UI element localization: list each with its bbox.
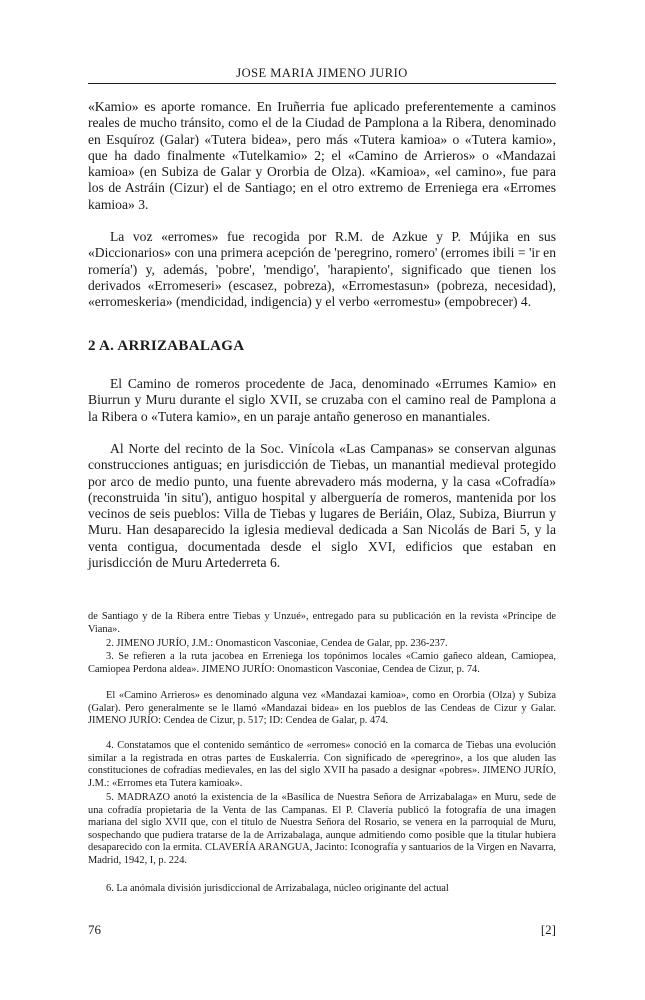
paragraph-erromes bbox=[88, 229, 556, 310]
footnote-text: de Santiago y de la Ribera entre Tiebas y Unzué», entregado para su publicación en la revista «Príncipe de Viana». bbox=[88, 611, 556, 635]
footnote-2 bbox=[88, 638, 556, 651]
header-rule bbox=[88, 83, 556, 84]
footnote-6 bbox=[88, 883, 556, 896]
paragraph-camino-romeros bbox=[88, 376, 556, 425]
page-number: 76 bbox=[88, 922, 101, 937]
footnote-continuation bbox=[88, 611, 556, 636]
footnote-text: El «Camino Arrieros» es denominado alguna vez «Mandazai kamioa», como en Ororbia (Olza) y Subiza (Galar). Pero generalmente se le llamó «Mandazai bidea» en los pueblos de las Cendeas de Cizur y Galar. JIMENO JURÍO: Cendea de Cizur, p. 517; ID: Cendea de Galar, p. 474. bbox=[88, 690, 556, 727]
footnote-3-continued bbox=[88, 690, 556, 728]
running-header: JOSE MARIA JIMENO JURIO bbox=[236, 66, 408, 80]
footnote-text: 5. MADRAZO anotó la existencia de la «Basílica de Nuestra Señora de Arrizabalaga» en Muru, sede de una cofradía propietaria de la Venta de las Campanas. El P. Clavería publicó la fotografía de una imagen mariana del siglo XVII que, con el título de Nuestra Señora del Rosario, se venera en la parroquial de Muru, sospechando que pudiera tratarse de la de Arrizabalaga, aunque admitiendo como posible que la titular hubiera desaparecido con la ermita. CLAVERÍA ARANGUA, Jacinto: Iconografía y santuarios de la Virgen en Navarra, Madrid, 1942, I, p. 224. bbox=[88, 792, 556, 866]
footnote-4 bbox=[88, 740, 556, 790]
footnote-text: 3. Se refieren a la ruta jacobea en Erreniega los topónimos locales «Camio gañeco aldean, Camiopea, Camiopea Perdona aldea». JIMENO JURÍO: Onomasticon Vasconiae, Cendea de Cizur, p. 74. bbox=[88, 651, 556, 675]
footnote-3 bbox=[88, 651, 556, 676]
section-heading: 2 A. ARRIZABALAGA bbox=[88, 338, 245, 354]
footnote-text: 2. JIMENO JURÍO, J.M.: Onomasticon Vasconiae, Cendea de Galar, pp. 236-237. bbox=[106, 638, 448, 649]
paragraph-las-campanas bbox=[88, 441, 556, 571]
footnote-text: 4. Constatamos que el contenido semántico de «erromes» conoció en la comarca de Tiebas una evolución similar a la registrada en otras partes de Euskalerria. Con significado de «peregrino», a los que aluden las constituciones de cofradías medievales, en las del siglo XVII ha pasado a designar «pobres». JIMENO JURÍO, J.M.: «Erromes eta Tutera kamioak». bbox=[88, 740, 556, 789]
paragraph-kamio bbox=[88, 99, 556, 213]
paragraph-text: La voz «erromes» fue recogida por R.M. de Azkue y P. Mújika en sus «Diccionarios» con una primera acepción de 'peregrino, romero' (erromes ibili = 'ir en romería') y, además, 'pobre', 'mendigo', 'harapiento', significado que tienen los derivados «Erromeseri» (escasez, pobreza), «Erromestasun» (pobreza, necesidad), «erromeskeria» (mendicidad, indigencia) y el verbo «erromestu» (empobrecer) 4. bbox=[88, 229, 556, 310]
page-index: [2] bbox=[540, 922, 556, 937]
paragraph-text: «Kamio» es aporte romance. En Iruñerria fue aplicado preferentemente a caminos reales de mucho tránsito, como el de la Ciudad de Pamplona a la Ribera, denominado en Esquíroz (Galar) «Tutera bidea», pero más «Tutera kamioa» o «Tutera kamio», que ha dado finalmente «Tutelkamio» 2; el «Camino de Arrieros» o «Mandazai kamioa» (en Subiza de Galar y Ororbia de Olza). «Kamioa», «el camino», fue para los de Astráin (Cizur) el de Santiago; en el otro extremo de Erreniega era «Erromes kamioa» 3. bbox=[88, 99, 556, 212]
paragraph-text: Al Norte del recinto de la Soc. Vinícola «Las Campanas» se conservan algunas construcciones antiguas; en jurisdicción de Tiebas, un manantial medieval protegido por arco de medio punto, una fuente abrevadero más moderna, y la casa «Cofradía» (reconstruida 'in situ'), antiguo hospital y alberguería de romeros, mantenida por los vecinos de seis pueblos: Villa de Tiebas y lugares de Beriáin, Olaz, Subiza, Biurrun y Muru. Han desaparecido la iglesia medieval dedicada a San Nicolás de Bari 5, y la venta contigua, documentada desde el siglo XVI, edificios que estaban en jurisdicción de Muru Artederreta 6. bbox=[88, 441, 556, 571]
paragraph-text: El Camino de romeros procedente de Jaca, denominado «Errumes Kamio» en Biurrun y Muru durante el siglo XVII, se cruzaba con el camino real de Pamplona a la Ribera o «Tutera kamio», en un paraje antaño generoso en manantiales. bbox=[88, 376, 556, 424]
footnote-5 bbox=[88, 792, 556, 868]
footnote-text: 6. La anómala división jurisdiccional de Arrizabalaga, núcleo originante del actual bbox=[106, 883, 449, 894]
